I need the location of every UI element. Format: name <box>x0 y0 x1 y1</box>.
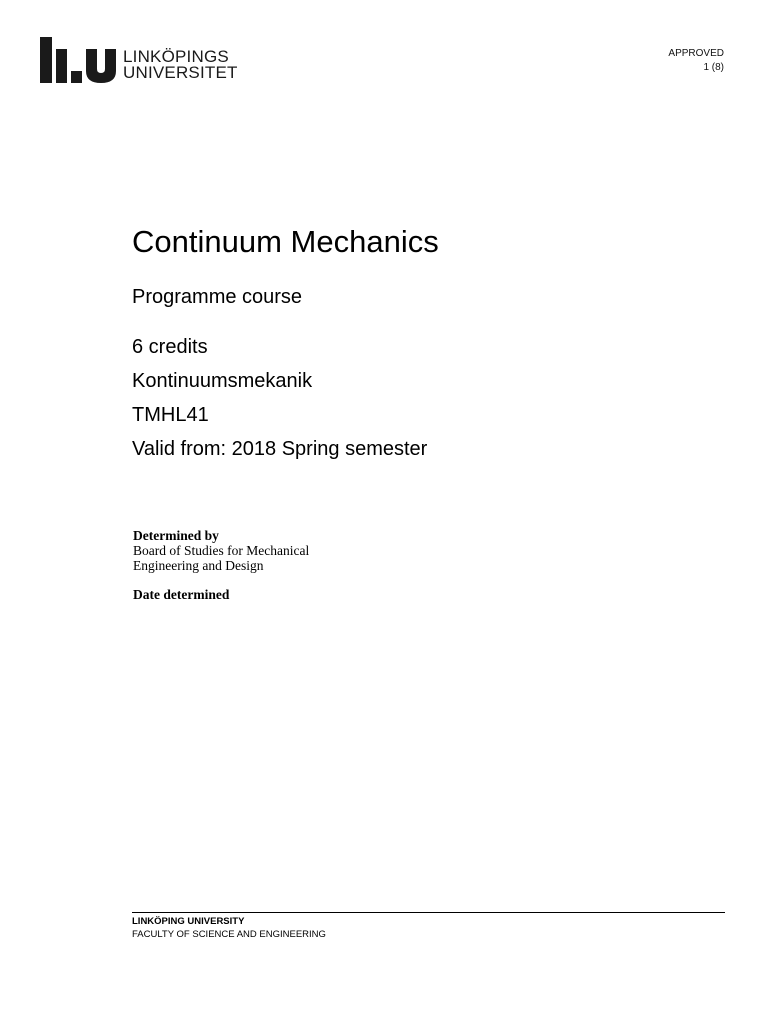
approval-stamp <box>668 47 724 75</box>
course-code: TMHL41 <box>132 404 209 426</box>
page-count: 1 (8) <box>703 62 724 73</box>
university-logo <box>40 37 240 87</box>
course-credits: 6 credits <box>132 336 208 358</box>
determined-by-value: Board of Studies for Mechanical Engineering and Design <box>133 543 310 573</box>
logo-line-1: LINKÖPINGS <box>123 47 229 66</box>
course-type: Programme course <box>132 286 303 308</box>
logo-line-2: UNIVERSITET <box>123 63 238 82</box>
approval-status: APPROVED <box>668 48 724 59</box>
logo-wordmark <box>123 49 238 81</box>
date-determined-label: Date determined <box>133 587 230 602</box>
course-title: Continuum Mechanics <box>132 224 439 259</box>
determined-by-block <box>133 528 309 573</box>
course-swedish-title: Kontinuumsmekanik <box>132 370 313 392</box>
determined-by-label: Determined by <box>133 528 219 543</box>
footer-divider <box>132 912 725 913</box>
course-facts <box>132 330 692 466</box>
footer-university: LINKÖPING UNIVERSITY <box>132 916 245 927</box>
course-header <box>132 222 692 466</box>
page-footer <box>132 915 326 941</box>
liu-logo-mark-icon <box>40 37 120 87</box>
footer-faculty: FACULTY OF SCIENCE AND ENGINEERING <box>132 929 326 940</box>
course-valid-from: Valid from: 2018 Spring semester <box>132 438 428 460</box>
